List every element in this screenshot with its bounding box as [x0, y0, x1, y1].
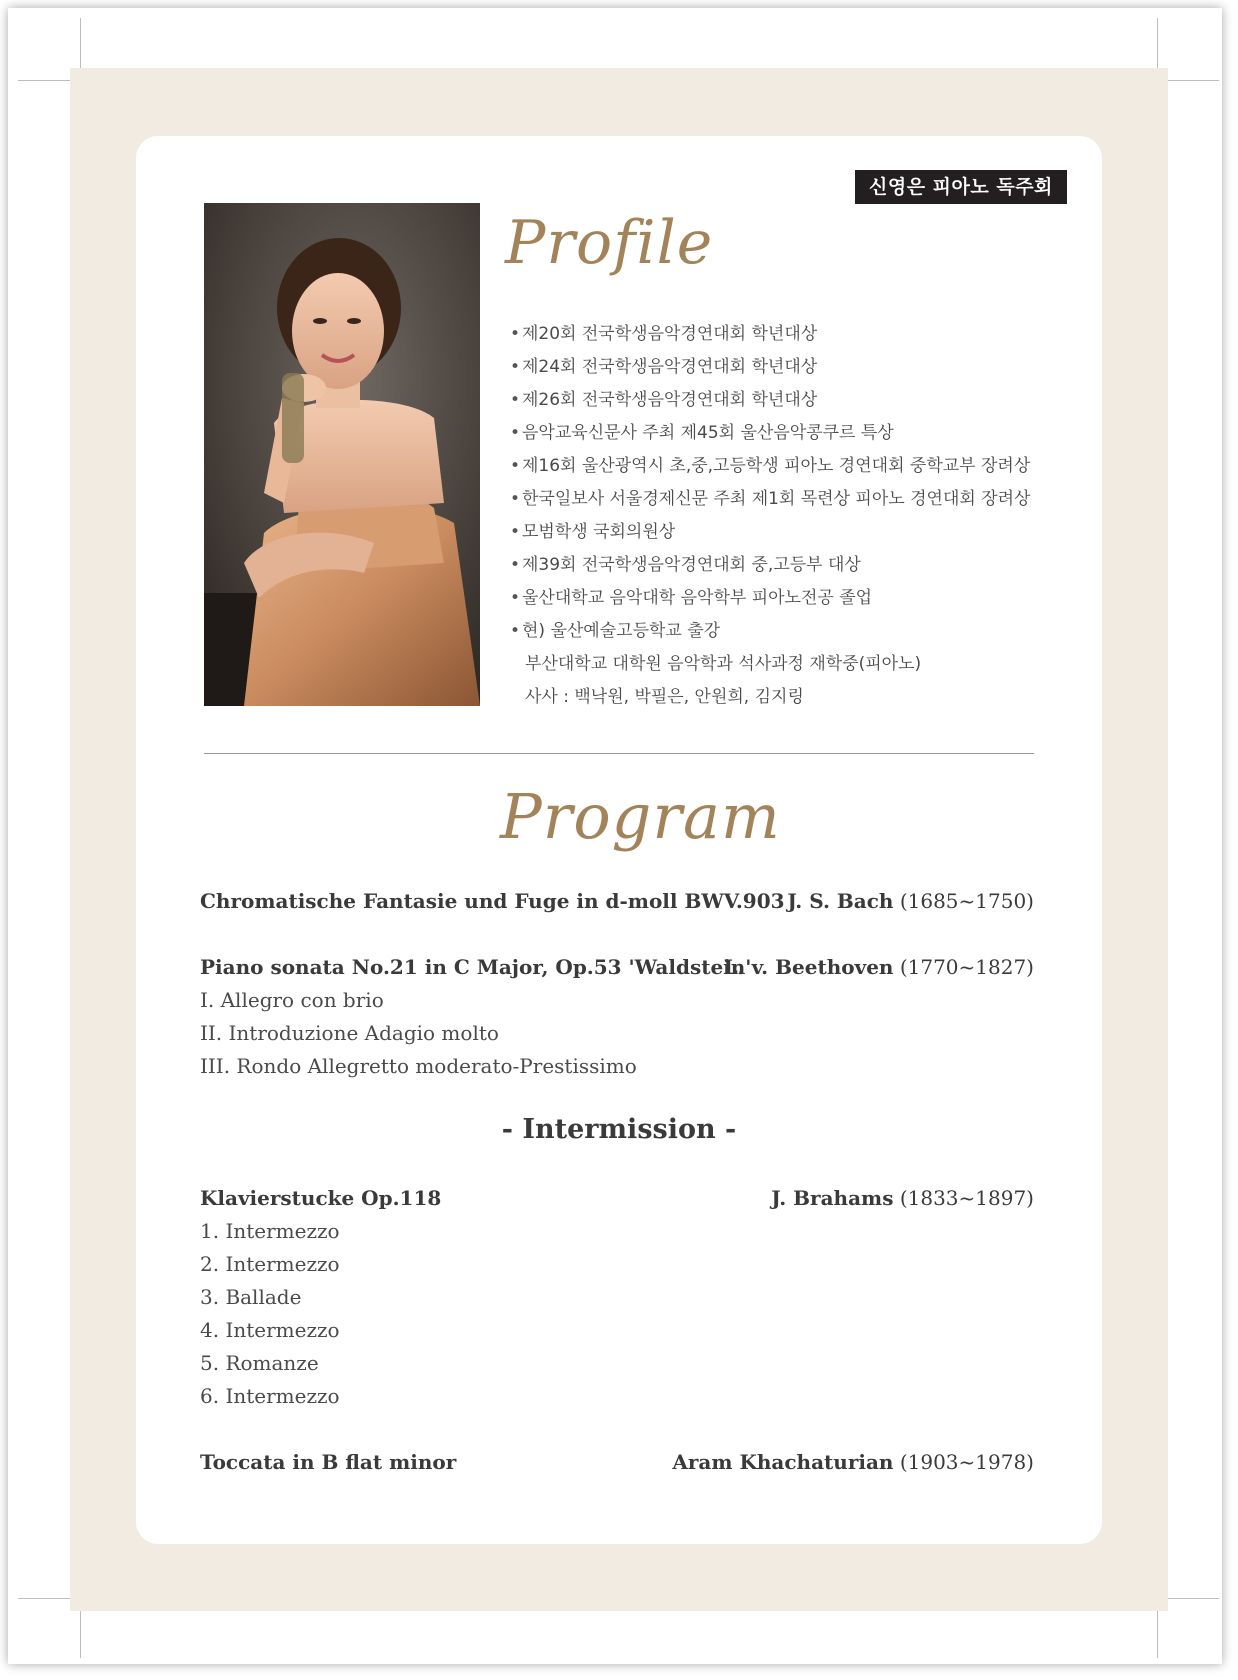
movement: 4. Intermezzo — [200, 1318, 340, 1342]
recital-badge: 신영은 피아노 독주회 — [855, 170, 1067, 204]
profile-item: 부산대학교 대학원 음악학과 석사과정 재학중(피아노) — [525, 654, 922, 674]
movement: 1. Intermezzo — [200, 1219, 340, 1243]
profile-list — [510, 318, 1030, 714]
pianist-photo — [204, 203, 480, 706]
movement: I. Allegro con brio — [200, 988, 384, 1012]
bullet-icon: • — [510, 456, 521, 476]
profile-item: • 음악교육신문사 주최 제45회 울산음악콩쿠르 특상 — [510, 417, 1030, 450]
program-title: Program — [500, 780, 781, 853]
profile-item: • 울산대학교 음악대학 음악학부 피아노전공 졸업 — [510, 582, 1030, 615]
program-work — [200, 951, 1034, 983]
profile-item: 사사 : 백낙원, 박필은, 안원희, 김지링 — [525, 687, 804, 707]
profile-item: • 모범학생 국회의원상 — [510, 516, 1030, 549]
composer: L. v. Beethoven (1770~1827) — [723, 955, 1034, 979]
profile-title: Profile — [505, 208, 714, 278]
movement: 2. Intermezzo — [200, 1252, 340, 1276]
bullet-icon: • — [510, 522, 521, 542]
bullet-icon: • — [510, 390, 521, 410]
composer: Aram Khachaturian (1903~1978) — [672, 1450, 1034, 1474]
program-work — [200, 885, 1034, 917]
bullet-icon: • — [510, 555, 521, 575]
work-title: Piano sonata No.21 in C Major, Op.53 'Waldstein' — [200, 955, 752, 979]
profile-item: • 제39회 전국학생음악경연대회 중,고등부 대상 — [510, 549, 1030, 582]
movement: III. Rondo Allegretto moderato-Prestissimo — [200, 1054, 637, 1078]
bullet-icon: • — [510, 357, 521, 377]
movement: 6. Intermezzo — [200, 1384, 340, 1408]
profile-item: • 한국일보사 서울경제신문 주최 제1회 목련상 피아노 경연대회 장려상 — [510, 483, 1030, 516]
bullet-icon: • — [510, 423, 521, 443]
work-title: Toccata in B flat minor — [200, 1450, 457, 1474]
bullet-icon: • — [510, 621, 521, 641]
profile-item: • 현) 울산예술고등학교 출강 — [510, 615, 1030, 648]
section-divider — [204, 753, 1034, 754]
movement: 5. Romanze — [200, 1351, 319, 1375]
work-title: Klavierstucke Op.118 — [200, 1186, 442, 1210]
profile-item: • 제24회 전국학생음악경연대회 학년대상 — [510, 351, 1030, 384]
composer: J. Brahams (1833~1897) — [771, 1186, 1034, 1210]
movement: 3. Ballade — [200, 1285, 302, 1309]
movement: II. Introduzione Adagio molto — [200, 1021, 499, 1045]
profile-item: • 제20회 전국학생음악경연대회 학년대상 — [510, 318, 1030, 351]
profile-item: • 제26회 전국학생음악경연대회 학년대상 — [510, 384, 1030, 417]
bullet-icon: • — [510, 324, 521, 344]
work-title: Chromatische Fantasie und Fuge in d-moll BWV.903 — [200, 889, 785, 913]
program-work — [200, 1182, 1034, 1214]
profile-item: • 제16회 울산광역시 초,중,고등학생 피아노 경연대회 중학교부 장려상 — [510, 450, 1030, 483]
composer: J. S. Bach (1685~1750) — [787, 889, 1034, 913]
program-work — [200, 1446, 1034, 1478]
bullet-icon: • — [510, 588, 521, 608]
bullet-icon: • — [510, 489, 521, 509]
intermission-label: - Intermission - — [501, 1114, 737, 1145]
